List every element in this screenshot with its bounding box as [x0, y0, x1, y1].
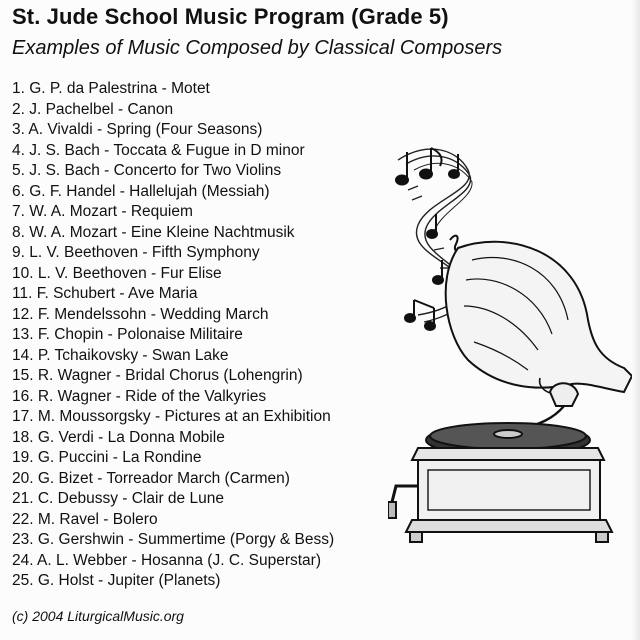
list-item: 20. G. Bizet - Torreador March (Carmen) — [12, 469, 290, 487]
gramophone-illustration — [388, 130, 640, 550]
list-item: 7. W. A. Mozart - Requiem — [12, 203, 193, 220]
composer-list — [12, 79, 334, 592]
list-item: 11. F. Schubert - Ave Maria — [12, 285, 198, 302]
list-item: 18. G. Verdi - La Donna Mobile — [12, 428, 225, 446]
list-item: 6. G. F. Handel - Hallelujah (Messiah) — [12, 182, 270, 200]
list-item: 24. A. L. Webber - Hosanna (J. C. Superstar) — [12, 551, 321, 569]
list-item: 17. M. Moussorgsky - Pictures at an Exhibition — [12, 408, 331, 425]
page-title: St. Jude School Music Program (Grade 5) — [12, 4, 449, 29]
list-item: 16. R. Wagner - Ride of the Valkyries — [12, 387, 267, 405]
list-item: 9. L. V. Beethoven - Fifth Symphony — [12, 244, 260, 261]
list-item: 22. M. Ravel - Bolero — [12, 510, 158, 528]
list-item: 21. C. Debussy - Clair de Lune — [12, 490, 224, 507]
copyright-footer: (c) 2004 LiturgicalMusic.org — [12, 608, 184, 624]
list-item: 3. A. Vivaldi - Spring (Four Seasons) — [12, 121, 263, 138]
gramophone-icon — [388, 242, 632, 542]
list-item: 4. J. S. Bach - Toccata & Fugue in D minor — [12, 141, 305, 159]
list-item: 10. L. V. Beethoven - Fur Elise — [12, 264, 222, 282]
list-item: 19. G. Puccini - La Rondine — [12, 449, 202, 466]
list-item: 14. P. Tchaikovsky - Swan Lake — [12, 346, 229, 364]
list-item: 15. R. Wagner - Bridal Chorus (Lohengrin) — [12, 367, 303, 384]
list-item: 12. F. Mendelssohn - Wedding March — [12, 305, 269, 323]
page-subtitle: Examples of Music Composed by Classical Composers — [12, 37, 503, 59]
list-item: 25. G. Holst - Jupiter (Planets) — [12, 572, 221, 589]
list-item: 1. G. P. da Palestrina - Motet — [12, 80, 210, 97]
list-item: 13. F. Chopin - Polonaise Militaire — [12, 326, 243, 343]
list-item: 23. G. Gershwin - Summertime (Porgy & Bess) — [12, 531, 335, 548]
list-item: 2. J. Pachelbel - Canon — [12, 100, 174, 118]
list-item: 5. J. S. Bach - Concerto for Two Violins — [12, 162, 282, 179]
list-item: 8. W. A. Mozart - Eine Kleine Nachtmusik — [12, 223, 295, 241]
